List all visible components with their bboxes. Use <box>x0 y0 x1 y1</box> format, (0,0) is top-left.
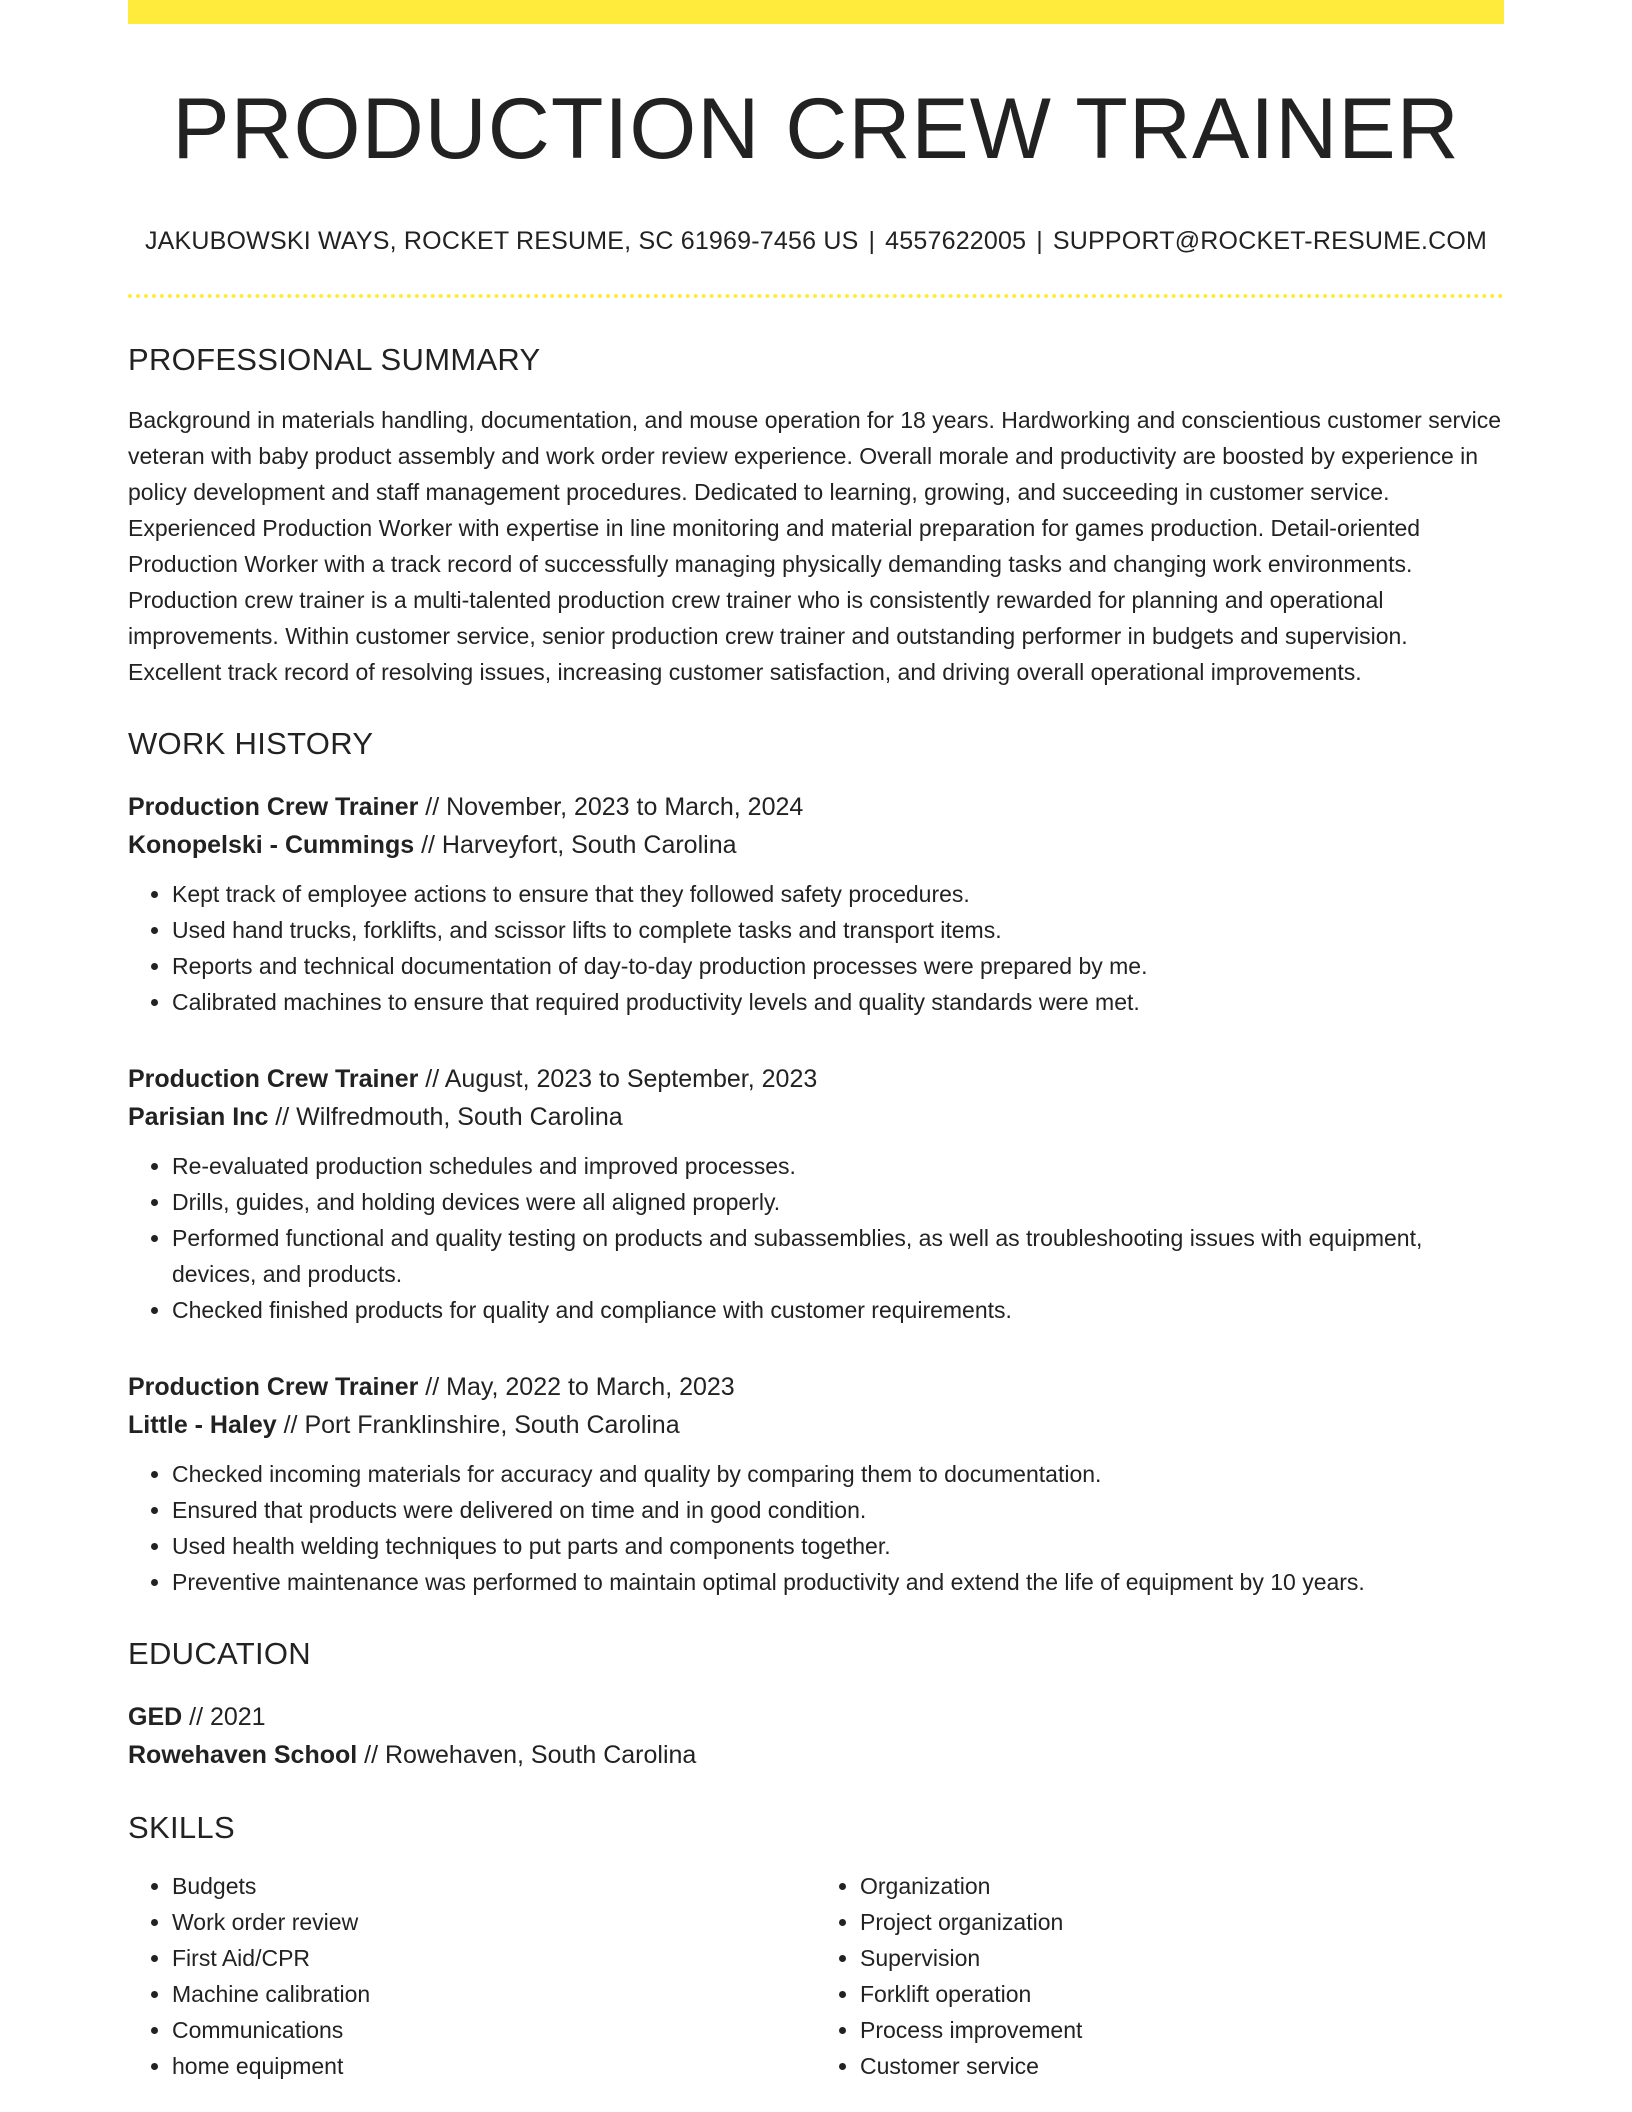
skill-item: • First Aid/CPR <box>172 1940 816 1976</box>
job-company-line <box>128 1406 1504 1444</box>
skill-item: • Project organization <box>860 1904 1504 1940</box>
job-entry <box>128 788 1504 1020</box>
resume-title: PRODUCTION CREW TRAINER <box>172 81 1460 177</box>
job-title: Production Crew Trainer <box>128 792 419 821</box>
job-title: Production Crew Trainer <box>128 1372 419 1401</box>
job-bullet: • Re-evaluated production schedules and improved processes. <box>172 1148 1504 1184</box>
job-entry <box>128 1368 1504 1600</box>
contact-phone: 4557622005 <box>885 226 1027 255</box>
skill-item: • Work order review <box>172 1904 816 1940</box>
summary-heading: PROFESSIONAL SUMMARY <box>128 341 541 377</box>
education-entry <box>128 1698 1504 1774</box>
job-entry <box>128 1060 1504 1328</box>
summary-text: Background in materials handling, documentation, and mouse operation for 18 years. Hardworking and conscientious customer service veteran with baby product assembly and work order review experience. Overall morale and productivity are boosted by experience in policy development and staff management procedures. Dedicated to learning, growing, and succeeding in customer service. Experienced Production Worker with expertise in line monitoring and material preparation for games production. Detail-oriented Production Worker with a track record of successfully managing physically demanding tasks and changing work environments. Production crew trainer is a multi-talented production crew trainer who is consistently rewarded for planning and operational improvements. Within customer service, senior production crew trainer and outstanding performer in budgets and supervision. Excellent track record of resolving issues, increasing customer satisfaction, and driving overall operational improvements. <box>128 406 1502 685</box>
contact-email: SUPPORT@ROCKET-RESUME.COM <box>1052 226 1488 255</box>
contact-line <box>128 227 1504 256</box>
job-company: Little - Haley <box>128 1410 277 1439</box>
job-company: Konopelski - Cummings <box>128 830 415 859</box>
job-bullet: • Checked incoming materials for accuracy and quality by comparing them to documentation. <box>172 1456 1504 1492</box>
education-school-line <box>128 1736 1504 1774</box>
job-bullets <box>128 876 1504 1020</box>
education-school: Rowehaven School <box>128 1740 358 1769</box>
resume-page <box>128 0 1504 2084</box>
job-title: Production Crew Trainer <box>128 1064 419 1093</box>
job-bullet: • Preventive maintenance was performed to maintain optimal productivity and extend the life of equipment by 10 years. <box>172 1564 1504 1600</box>
skills-column-right <box>816 1868 1504 2084</box>
skill-item: • Communications <box>172 2012 816 2048</box>
job-bullet: • Calibrated machines to ensure that required productivity levels and quality standards were met. <box>172 984 1504 1020</box>
education-location: // Rowehaven, South Carolina <box>357 1740 697 1769</box>
skills-heading: SKILLS <box>128 1809 235 1845</box>
education-degree-line <box>128 1698 1504 1736</box>
job-dates: // May, 2022 to March, 2023 <box>418 1372 735 1401</box>
skill-item: • Customer service <box>860 2048 1504 2084</box>
job-bullets <box>128 1456 1504 1600</box>
job-location: // Harveyfort, South Carolina <box>414 830 737 859</box>
education-heading: EDUCATION <box>128 1635 311 1671</box>
job-location: // Port Franklinshire, South Carolina <box>276 1410 680 1439</box>
job-bullet: • Used health welding techniques to put parts and components together. <box>172 1528 1504 1564</box>
top-accent-bar <box>128 0 1504 24</box>
job-bullet: • Kept track of employee actions to ensure that they followed safety procedures. <box>172 876 1504 912</box>
contact-separator: | <box>868 226 876 255</box>
education-year: // 2021 <box>182 1702 266 1731</box>
skill-item: • home equipment <box>172 2048 816 2084</box>
job-bullet: • Performed functional and quality testing on products and subassemblies, as well as troubleshooting issues with equipment, devices, and products. <box>172 1220 1504 1292</box>
job-title-line <box>128 1060 1504 1098</box>
job-company-line <box>128 826 1504 864</box>
job-location: // Wilfredmouth, South Carolina <box>268 1102 623 1131</box>
job-title-line <box>128 788 1504 826</box>
job-bullets <box>128 1148 1504 1328</box>
skill-item: • Forklift operation <box>860 1976 1504 2012</box>
education-degree: GED <box>128 1702 183 1731</box>
job-dates: // August, 2023 to September, 2023 <box>418 1064 818 1093</box>
job-bullet: • Reports and technical documentation of day-to-day production processes were prepared by me. <box>172 948 1504 984</box>
work-history-heading: WORK HISTORY <box>128 725 374 761</box>
skills-grid <box>128 1868 1504 2084</box>
job-company: Parisian Inc <box>128 1102 269 1131</box>
contact-separator: | <box>1036 226 1043 255</box>
job-bullet: • Used hand trucks, forklifts, and scissor lifts to complete tasks and transport items. <box>172 912 1504 948</box>
skill-item: • Budgets <box>172 1868 816 1904</box>
job-dates: // November, 2023 to March, 2024 <box>418 792 804 821</box>
skill-item: • Process improvement <box>860 2012 1504 2048</box>
job-bullet: • Drills, guides, and holding devices were all aligned properly. <box>172 1184 1504 1220</box>
skill-item: • Machine calibration <box>172 1976 816 2012</box>
skill-item: • Supervision <box>860 1940 1504 1976</box>
job-company-line <box>128 1098 1504 1136</box>
job-bullet: • Checked finished products for quality and compliance with customer requirements. <box>172 1292 1504 1328</box>
skills-column-left <box>128 1868 816 2084</box>
header-divider <box>128 294 1504 298</box>
job-bullet: • Ensured that products were delivered on time and in good condition. <box>172 1492 1504 1528</box>
job-title-line <box>128 1368 1504 1406</box>
contact-address: JAKUBOWSKI WAYS, ROCKET RESUME, SC 61969-7456 US <box>144 226 859 255</box>
skill-item: • Organization <box>860 1868 1504 1904</box>
